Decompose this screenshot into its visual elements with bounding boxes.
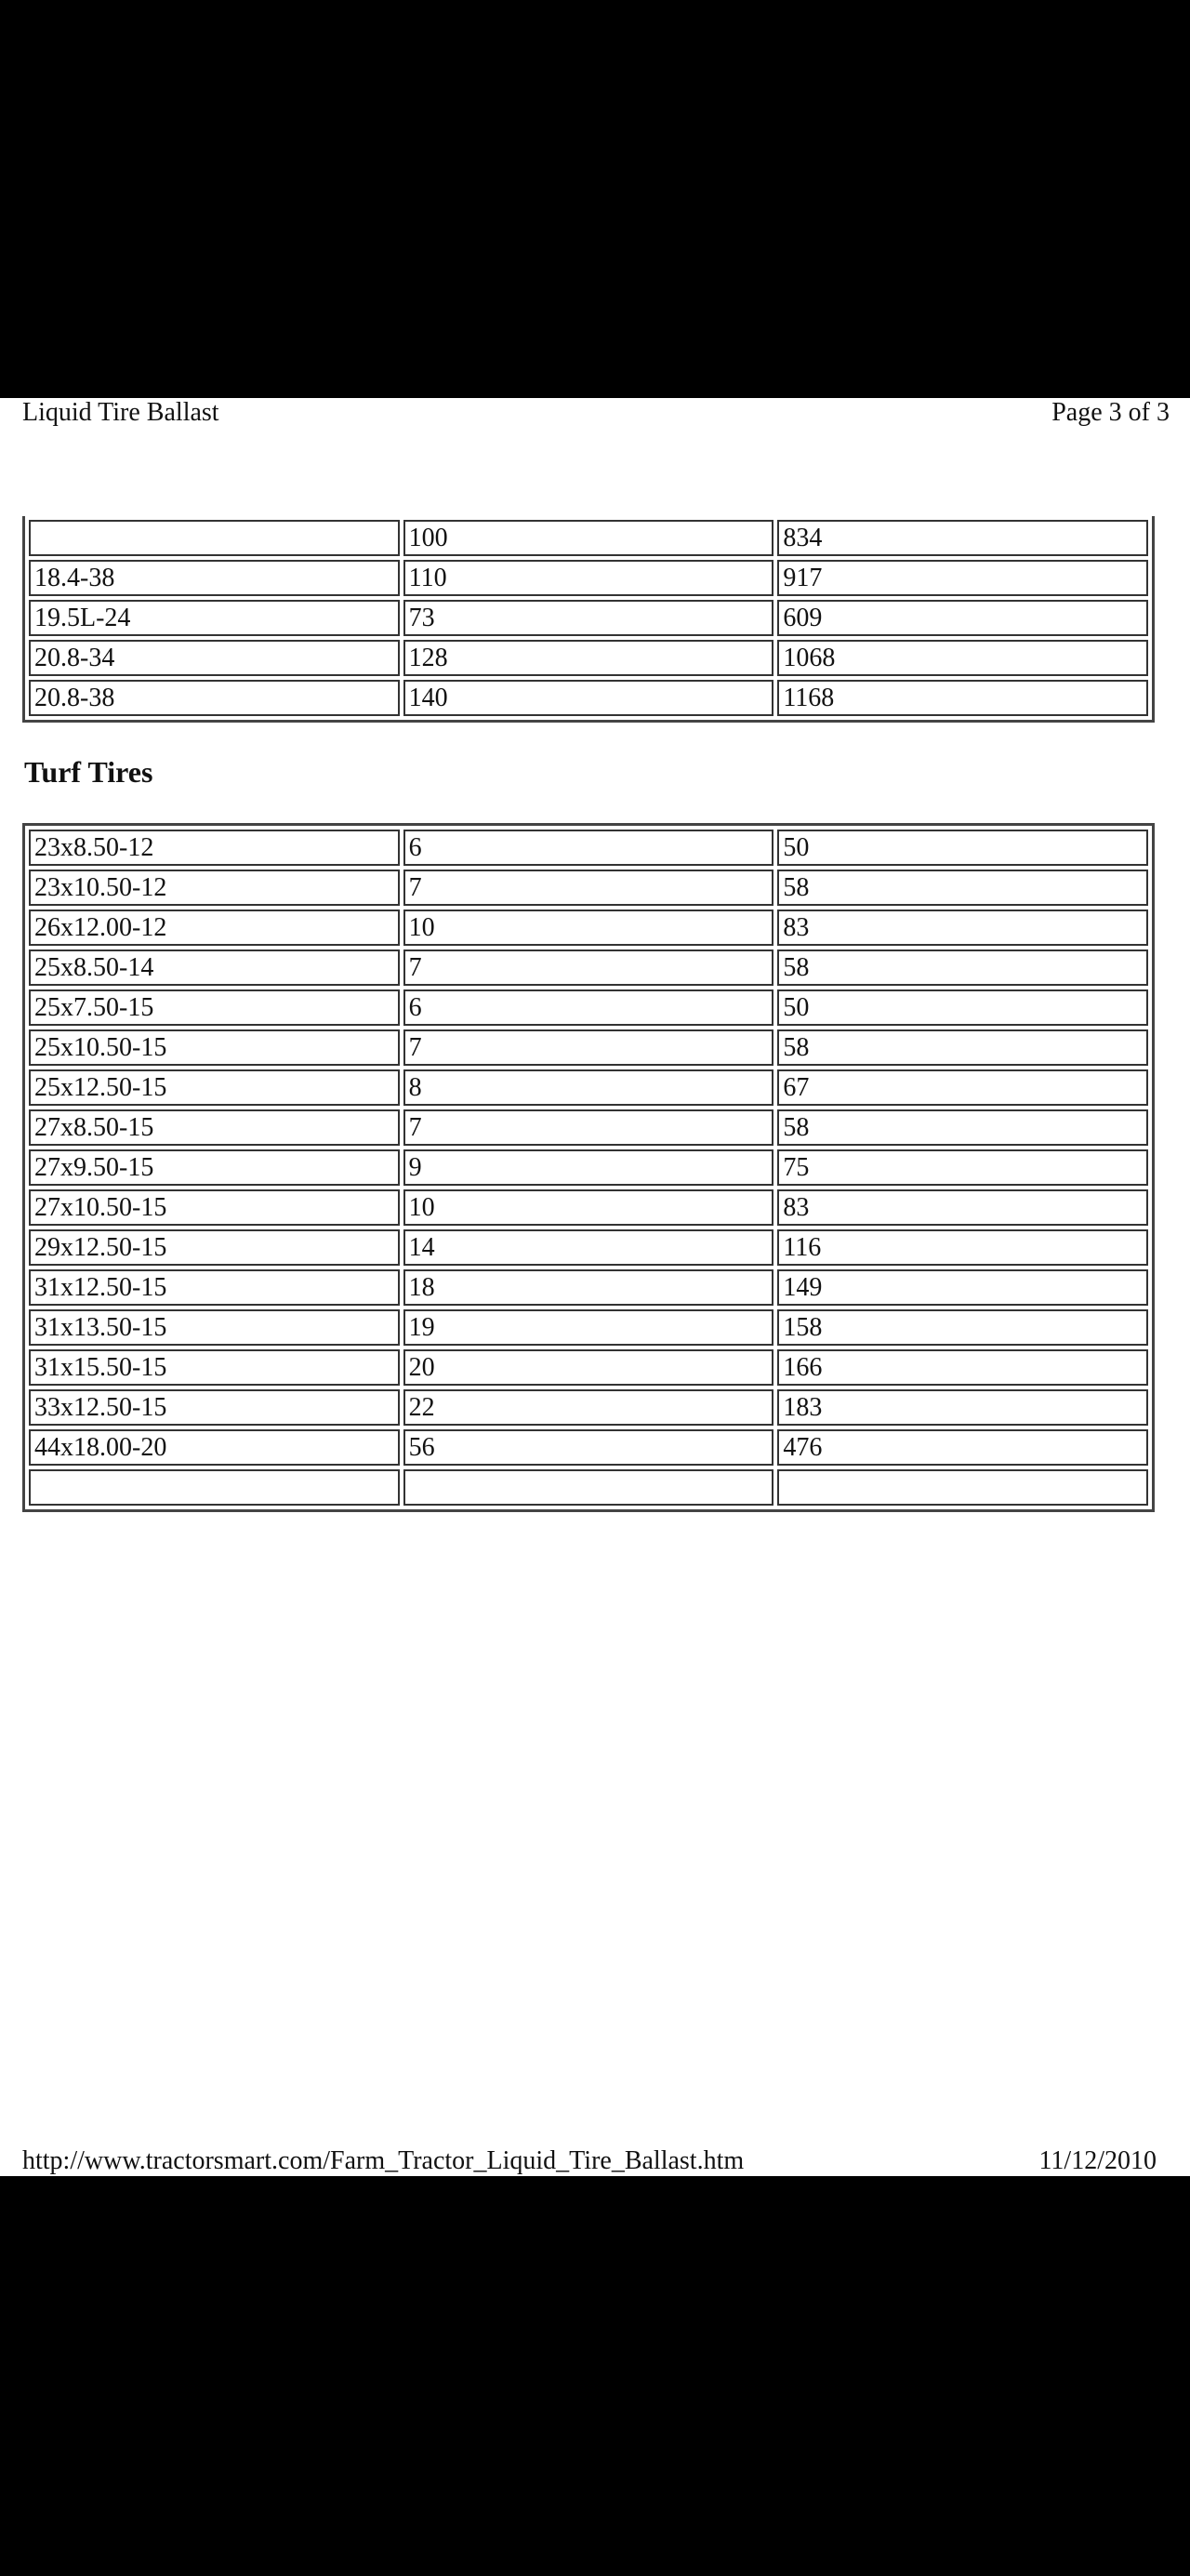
table-cell: 29x12.50-15 <box>29 1229 400 1266</box>
table-row <box>29 949 1148 986</box>
table-cell: 110 <box>403 560 774 596</box>
table-row <box>29 520 1148 556</box>
table-cell: 27x10.50-15 <box>29 1189 400 1226</box>
table-cell: 25x8.50-14 <box>29 949 400 986</box>
table-cell: 834 <box>777 520 1148 556</box>
table-cell <box>777 1469 1148 1506</box>
table-cell: 7 <box>403 949 774 986</box>
table-cell: 26x12.00-12 <box>29 910 400 946</box>
table-row <box>29 870 1148 906</box>
table-row <box>29 989 1148 1026</box>
table-cell: 50 <box>777 989 1148 1026</box>
page-number: Page 3 of 3 <box>1051 398 1170 427</box>
table-cell: 20.8-34 <box>29 640 400 676</box>
table-cell: 25x12.50-15 <box>29 1069 400 1106</box>
table-cell: 31x15.50-15 <box>29 1349 400 1386</box>
print-date: 11/12/2010 <box>1038 2146 1157 2175</box>
table-cell: 73 <box>403 600 774 636</box>
document-page <box>0 398 1190 2176</box>
table-cell: 1068 <box>777 640 1148 676</box>
table-cell: 58 <box>777 949 1148 986</box>
table-cell: 67 <box>777 1069 1148 1106</box>
table-row <box>29 1069 1148 1106</box>
table-cell: 19.5L-24 <box>29 600 400 636</box>
table-cell: 917 <box>777 560 1148 596</box>
table-cell: 1168 <box>777 680 1148 716</box>
table-cell: 19 <box>403 1309 774 1346</box>
table-cell: 83 <box>777 1189 1148 1226</box>
table-cell: 158 <box>777 1309 1148 1346</box>
table-row <box>29 560 1148 596</box>
table-row <box>29 1469 1148 1506</box>
page-header-title: Liquid Tire Ballast <box>22 398 219 427</box>
section-title-turf-tires: Turf Tires <box>24 755 153 789</box>
table-cell: 27x9.50-15 <box>29 1149 400 1186</box>
table-row <box>29 1269 1148 1306</box>
table-row <box>29 680 1148 716</box>
table-cell: 27x8.50-15 <box>29 1109 400 1146</box>
table-cell: 166 <box>777 1349 1148 1386</box>
table-cell: 31x12.50-15 <box>29 1269 400 1306</box>
table-cell: 100 <box>403 520 774 556</box>
table-cell: 18 <box>403 1269 774 1306</box>
table-cell: 50 <box>777 830 1148 866</box>
table-row <box>29 1229 1148 1266</box>
table-cell: 56 <box>403 1429 774 1466</box>
table-cell <box>29 1469 400 1506</box>
table-cell: 8 <box>403 1069 774 1106</box>
table-cell: 149 <box>777 1269 1148 1306</box>
table-cell: 31x13.50-15 <box>29 1309 400 1346</box>
table-cell: 128 <box>403 640 774 676</box>
table-cell: 25x10.50-15 <box>29 1029 400 1066</box>
table-cell: 7 <box>403 1109 774 1146</box>
table-cell: 9 <box>403 1149 774 1186</box>
table-cell: 183 <box>777 1389 1148 1426</box>
table-row <box>29 1389 1148 1426</box>
table-cell: 7 <box>403 1029 774 1066</box>
table-cell: 58 <box>777 870 1148 906</box>
table-row <box>29 910 1148 946</box>
table-row <box>29 600 1148 636</box>
table-cell: 10 <box>403 910 774 946</box>
table-cell: 476 <box>777 1429 1148 1466</box>
turf-tires-table <box>22 823 1155 1512</box>
table-cell: 58 <box>777 1029 1148 1066</box>
table-cell: 44x18.00-20 <box>29 1429 400 1466</box>
table-cell: 609 <box>777 600 1148 636</box>
table-cell: 6 <box>403 830 774 866</box>
table-row <box>29 1149 1148 1186</box>
table-row <box>29 1029 1148 1066</box>
table-row <box>29 640 1148 676</box>
table-row <box>29 1429 1148 1466</box>
table-cell: 23x10.50-12 <box>29 870 400 906</box>
source-url: http://www.tractorsmart.com/Farm_Tractor_Liquid_Tire_Ballast.htm <box>22 2146 745 2175</box>
table-cell: 20 <box>403 1349 774 1386</box>
table-cell: 140 <box>403 680 774 716</box>
table-cell: 14 <box>403 1229 774 1266</box>
table-cell: 23x8.50-12 <box>29 830 400 866</box>
table-cell: 10 <box>403 1189 774 1226</box>
table-row <box>29 830 1148 866</box>
table-cell <box>403 1469 774 1506</box>
table-cell: 75 <box>777 1149 1148 1186</box>
table-cell: 25x7.50-15 <box>29 989 400 1026</box>
table-row <box>29 1189 1148 1226</box>
table-cell: 18.4-38 <box>29 560 400 596</box>
table-cell: 33x12.50-15 <box>29 1389 400 1426</box>
table-cell: 22 <box>403 1389 774 1426</box>
table-cell: 6 <box>403 989 774 1026</box>
table-cell: 20.8-38 <box>29 680 400 716</box>
table-cell <box>29 520 400 556</box>
table-cell: 116 <box>777 1229 1148 1266</box>
table-row <box>29 1309 1148 1346</box>
table-cell: 58 <box>777 1109 1148 1146</box>
tire-ballast-table-continued <box>22 516 1155 723</box>
table-row <box>29 1349 1148 1386</box>
table-row <box>29 1109 1148 1146</box>
table-cell: 7 <box>403 870 774 906</box>
table-cell: 83 <box>777 910 1148 946</box>
